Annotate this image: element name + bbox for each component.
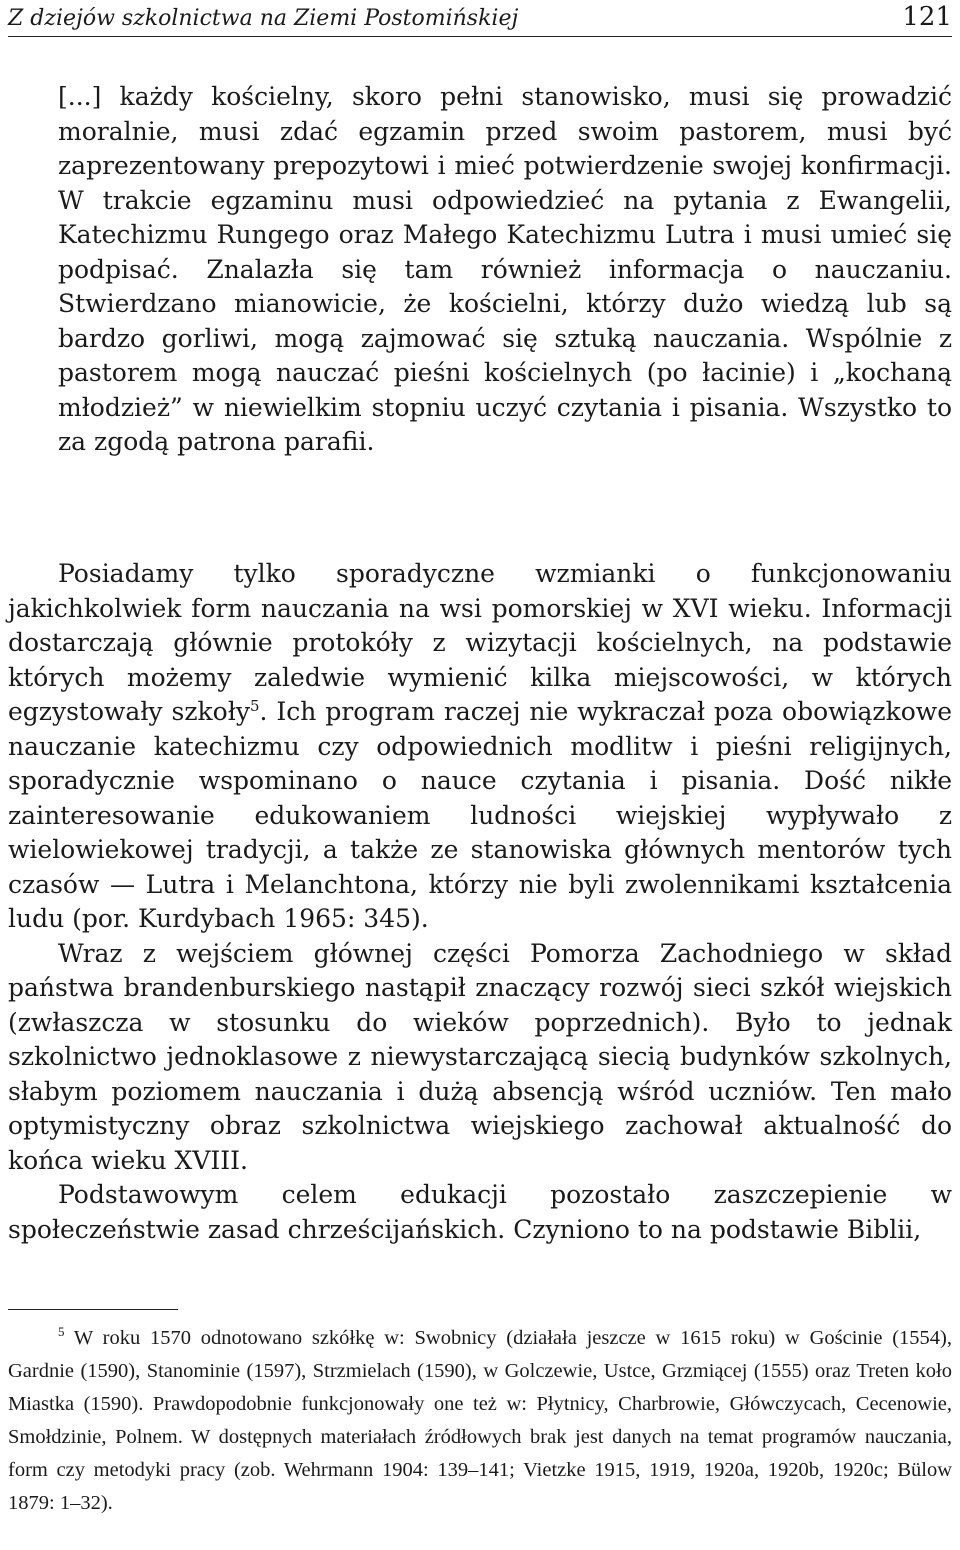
footnote xyxy=(8,1322,952,1520)
footnote-reference: 5 xyxy=(249,697,260,715)
page-number: 121 xyxy=(902,2,952,32)
running-header-title: Z dziejów szkolnictwa na Ziemi Postomińskiej xyxy=(8,6,519,31)
paragraph-3: Podstawowym celem edukacji pozostało zaszczepienie w społeczeństwie zasad chrześcijańskich. Czyniono to na podstawie Biblii, xyxy=(8,1180,952,1244)
paragraph-1-text-b: . Ich program raczej nie wykraczał poza obowiązkowe nauczanie katechizmu czy odpowiednich modlitw i pieśni religijnych, sporadycznie wspominano o nauce czytania i pisania. Dość nikłe zainteresowanie edukowaniem ludności wiejskiej wypływało z wielowiekowej tradycji, a także ze stanowiska głównych mentorów tych czasów — Lutra i Melanchtona, którzy nie byli zwolennikami kształcenia ludu (por. Kurdybach 1965: 345). xyxy=(8,697,952,933)
paragraph-1-text-a: Posiadamy tylko sporadyczne wzmianki o funkcjonowaniu jakichkolwiek form nauczania na wsi pomorskiej w XVI wieku. Informacji dostarczają głównie protokóły z wizytacji kościelnych, na podstawie których możemy zaledwie wymienić kilka miejscowości, w których egzystowały szkoły xyxy=(8,559,952,726)
block-quote: [...] każdy kościelny, skoro pełni stanowisko, musi się prowadzić moralnie, musi zdać egzamin przed swoim pastorem, musi być zaprezentowany prepozytowi i mieć potwierdzenie swojej konfirmacji. W trakcie egzaminu musi odpowiedzieć na pytania z Ewangelii, Katechizmu Rungego oraz Małego Katechizmu Lutra i musi umieć się podpisać. Znalazła się tam również informacja o nauczaniu. Stwierdzano mianowicie, że kościelni, którzy dużo wiedzą lub są bardzo gorliwi, mogą zajmować się sztuką nauczania. Wspólnie z pastorem mogą nauczać pieśni kościelnych (po łacinie) i „kochaną młodzież” w niewielkim stopniu uczyć czytania i pisania. Wszystko to za zgodą patrona parafii. xyxy=(58,82,952,456)
running-header xyxy=(8,2,952,37)
main-text xyxy=(8,557,952,1247)
footnote-separator xyxy=(8,1309,178,1310)
footnote-number: 5 xyxy=(58,1324,65,1339)
paragraph-2: Wraz z wejściem głównej części Pomorza Zachodniego w skład państwa brandenburskiego nastąpił znaczący rozwój sieci szkół wiejskich (zwłaszcza w stosunku do wieków poprzednich). Było to jednak szkolnictwo jednoklasowe z niewystarczającą siecią budynków szkolnych, słabym poziomem nauczania i dużą absencją wśród uczniów. Ten mało optymistyczny obraz szkolnictwa wiejskiego zachował aktualność do końca wieku XVIII. xyxy=(8,938,952,1175)
paragraph-1 xyxy=(8,557,952,937)
footnote-text: W roku 1570 odnotowano szkółkę w: Swobnicy (działała jeszcze w 1615 roku) w Gościnie (1554), Gardnie (1590), Stanominie (1597), Strzmielach (1590), w Golczewie, Ustce, Grzmiącej (1555) oraz Treten koło Miastka (1590). Prawdopodobnie funkcjonowały one też w: Płytnicy, Charbrowie, Główczycach, Cecenowie, Smołdzinie, Polnem. W dostępnych materiałach źródłowych brak jest danych na temat programów nauczania, form czy metodyki pracy (zob. Wehrmann 1904: 139–141; Vietzke 1915, 1919, 1920a, 1920b, 1920c; Bülow 1879: 1–32). xyxy=(8,1327,952,1514)
